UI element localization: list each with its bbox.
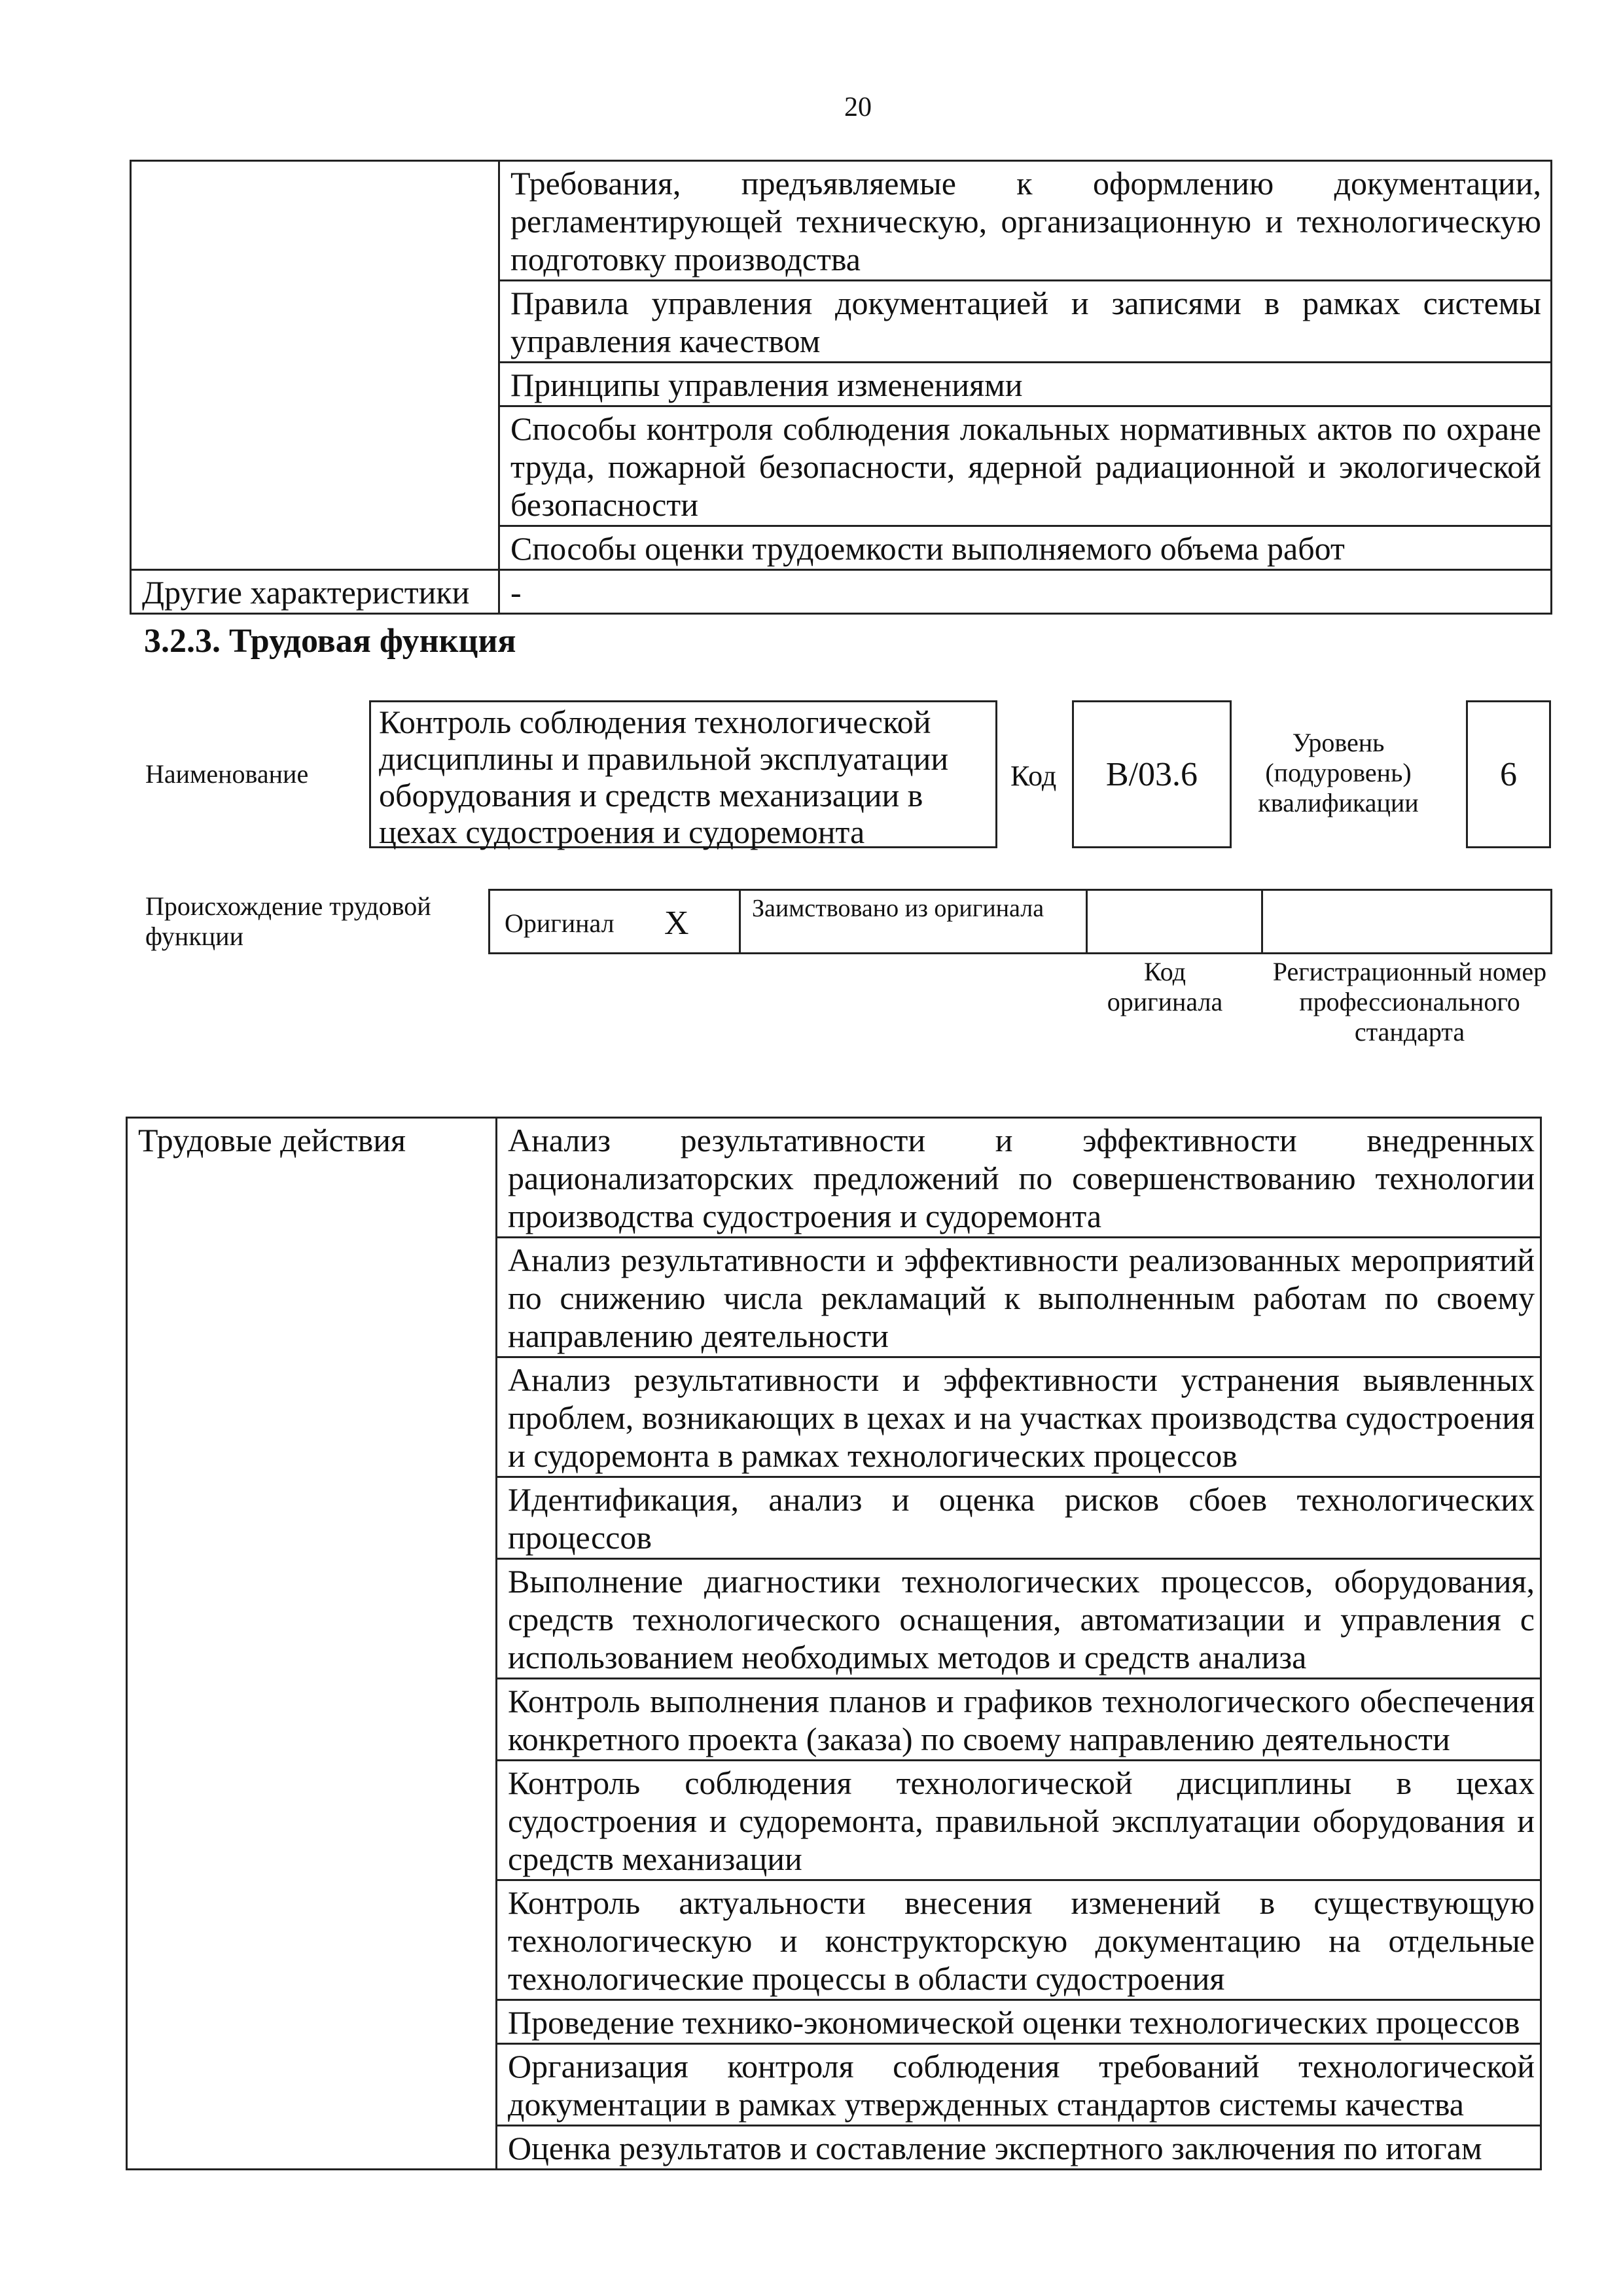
cell-divider — [739, 891, 741, 952]
origin-box — [488, 889, 1552, 954]
cell-divider — [1086, 891, 1088, 952]
table-cell: Контроль соблюдения технологической дисциплины в цехах судостроения и судоремонта, правильной эксплуатации оборудования и средств механизации — [497, 1761, 1541, 1880]
labor-actions-label: Трудовые действия — [127, 1118, 497, 2170]
name-label: Наименование — [145, 759, 309, 789]
table-cell: Анализ результативности и эффективности внедренных рационализаторских предложений по совершенствованию технологии производства судостроения и судоремонта — [497, 1118, 1541, 1238]
labor-actions-table — [126, 1117, 1542, 2170]
function-name-box: Контроль соблюдения технологической дисциплины и правильной эксплуатации оборудования и средств механизации в цехах судостроения и судоремонта — [369, 700, 997, 848]
table-cell: Способы оценки трудоемкости выполняемого объема работ — [499, 526, 1552, 570]
level-label-line: квалификации — [1258, 788, 1419, 817]
borrowed-label: Заимствовано из оригинала — [752, 895, 1044, 922]
original-mark: X — [664, 905, 689, 942]
level-box: 6 — [1466, 700, 1551, 848]
table-cell: Контроль актуальности внесения изменений в существующую технологическую и конструкторскую документацию на отдельные технологические процессы в области судостроения — [497, 1880, 1541, 2000]
table-cell: Контроль выполнения планов и графиков технологического обеспечения конкретного проекта (заказа) по своему направлению деятельности — [497, 1679, 1541, 1761]
other-characteristics-label: Другие характеристики — [131, 570, 499, 614]
table-row — [127, 1118, 1541, 1238]
original-label: Оригинал — [505, 908, 615, 938]
table-cell: Способы контроля соблюдения локальных нормативных актов по охране труда, пожарной безопасности, ядерной радиационной и экологической безопасности — [499, 406, 1552, 526]
code-original-label: Код оригинала — [1107, 957, 1223, 1016]
table-cell: Требования, предъявляемые к оформлению документации, регламентирующей техническую, организационную и технологическую подготовку производства — [499, 161, 1552, 281]
code-label: Код — [1010, 760, 1057, 792]
reg-number-label: Регистрационный номер профессионального стандарта — [1272, 957, 1547, 1047]
section-heading: 3.2.3. Трудовая функция — [144, 622, 516, 660]
table-row — [131, 161, 1552, 281]
table-cell: Принципы управления изменениями — [499, 363, 1552, 406]
table-cell: Проведение технико-экономической оценки технологических процессов — [497, 2000, 1541, 2044]
table-cell: Выполнение диагностики технологических процессов, оборудования, средств технологического оснащения, автоматизации и управления с использованием необходимых методов и средств анализа — [497, 1559, 1541, 1679]
cell-divider — [1261, 891, 1263, 952]
table-cell: Оценка результатов и составление экспертного заключения по итогам — [497, 2126, 1541, 2170]
page-number: 20 — [844, 92, 872, 122]
other-characteristics-value: - — [499, 570, 1552, 614]
code-box: B/03.6 — [1072, 700, 1232, 848]
table-cell: Идентификация, анализ и оценка рисков сбоев технологических процессов — [497, 1477, 1541, 1559]
table-row — [131, 570, 1552, 614]
table-cell: Правила управления документацией и записями в рамках системы управления качеством — [499, 281, 1552, 363]
table-cell: Анализ результативности и эффективности устранения выявленных проблем, возникающих в цехах и на участках производства судостроения и судоремонта в рамках технологических процессов — [497, 1357, 1541, 1477]
origin-label: Происхождение трудовой функции — [145, 891, 431, 951]
knowledge-table — [130, 160, 1552, 615]
level-label-line: (подуровень) — [1265, 758, 1412, 787]
table-cell: Анализ результативности и эффективности реализованных мероприятий по снижению числа рекламаций к выполненным работам по своему направлению деятельности — [497, 1238, 1541, 1357]
level-label — [1247, 728, 1430, 818]
table-cell: Организация контроля соблюдения требований технологической документации в рамках утвержденных стандартов системы качества — [497, 2044, 1541, 2126]
empty-label-cell — [131, 161, 499, 570]
level-label-line: Уровень — [1292, 728, 1385, 757]
